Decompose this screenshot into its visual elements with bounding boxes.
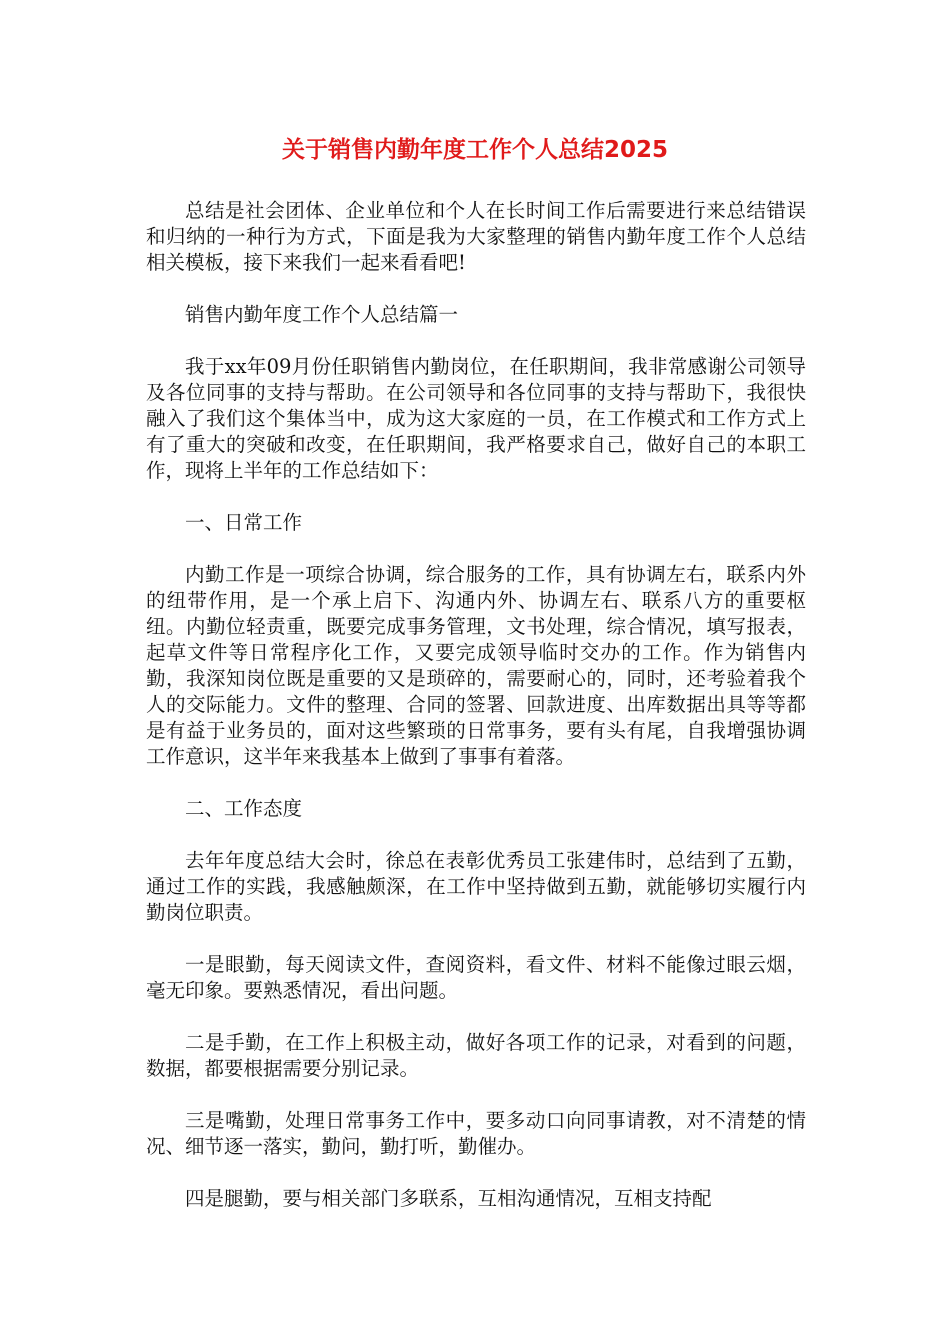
intro-paragraph: 总结是社会团体、企业单位和个人在长时间工作后需要进行来总结错误和归纳的一种行为方式，下面是我为大家整理的销售内勤年度工作个人总结相关模板，接下来我们一起来看看吧! <box>146 199 806 274</box>
body-paragraph: 一是眼勤，每天阅读文件，查阅资料，看文件、材料不能像过眼云烟，毫无印象。要熟悉情况，看出问题。 <box>146 953 806 1002</box>
section-heading-part-one: 销售内勤年度工作个人总结篇一 <box>185 303 459 326</box>
document-body <box>146 198 806 1238</box>
section-heading-daily-work: 一、日常工作 <box>185 511 303 534</box>
body-paragraph: 三是嘴勤，处理日常事务工作中，要多动口向同事请教，对不清楚的情况、细节逐一落实，勤问，勤打听，勤催办。 <box>146 1109 806 1158</box>
document-title: 关于销售内勤年度工作个人总结2025 <box>281 137 668 163</box>
body-paragraph: 内勤工作是一项综合协调，综合服务的工作，具有协调左右，联系内外的纽带作用，是一个承上启下、沟通内外、协调左右、联系八方的重要枢纽。内勤位轻责重，既要完成事务管理，文书处理，综合情况，填写报表，起草文件等日常程序化工作，又要完成领导临时交办的工作。作为销售内勤，我深知岗位既是重要的又是琐碎的，需要耐心的，同时，还考验着我个人的交际能力。文件的整理、合同的签署、回款进度、出库数据出具等等都是有益于业务员的，面对这些繁琐的日常事务，要有头有尾，自我增强协调工作意识，这半年来我基本上做到了事事有着落。 <box>146 563 806 768</box>
body-paragraph: 去年年度总结大会时，徐总在表彰优秀员工张建伟时，总结到了五勤，通过工作的实践，我感触颇深，在工作中坚持做到五勤，就能够切实履行内勤岗位职责。 <box>146 849 806 924</box>
body-paragraph: 四是腿勤，要与相关部门多联系，互相沟通情况，互相支持配 <box>185 1187 712 1210</box>
body-paragraph: 二是手勤，在工作上积极主动，做好各项工作的记录，对看到的问题，数据，都要根据需要分别记录。 <box>146 1031 806 1080</box>
body-paragraph: 我于xx年09月份任职销售内勤岗位，在任职期间，我非常感谢公司领导及各位同事的支持与帮助。在公司领导和各位同事的支持与帮助下，我很快融入了我们这个集体当中，成为这大家庭的一员，在工作模式和工作方式上有了重大的突破和改变，在任职期间，我严格要求自己，做好自己的本职工作，现将上半年的工作总结如下： <box>146 355 806 482</box>
section-heading-work-attitude: 二、工作态度 <box>185 797 303 820</box>
